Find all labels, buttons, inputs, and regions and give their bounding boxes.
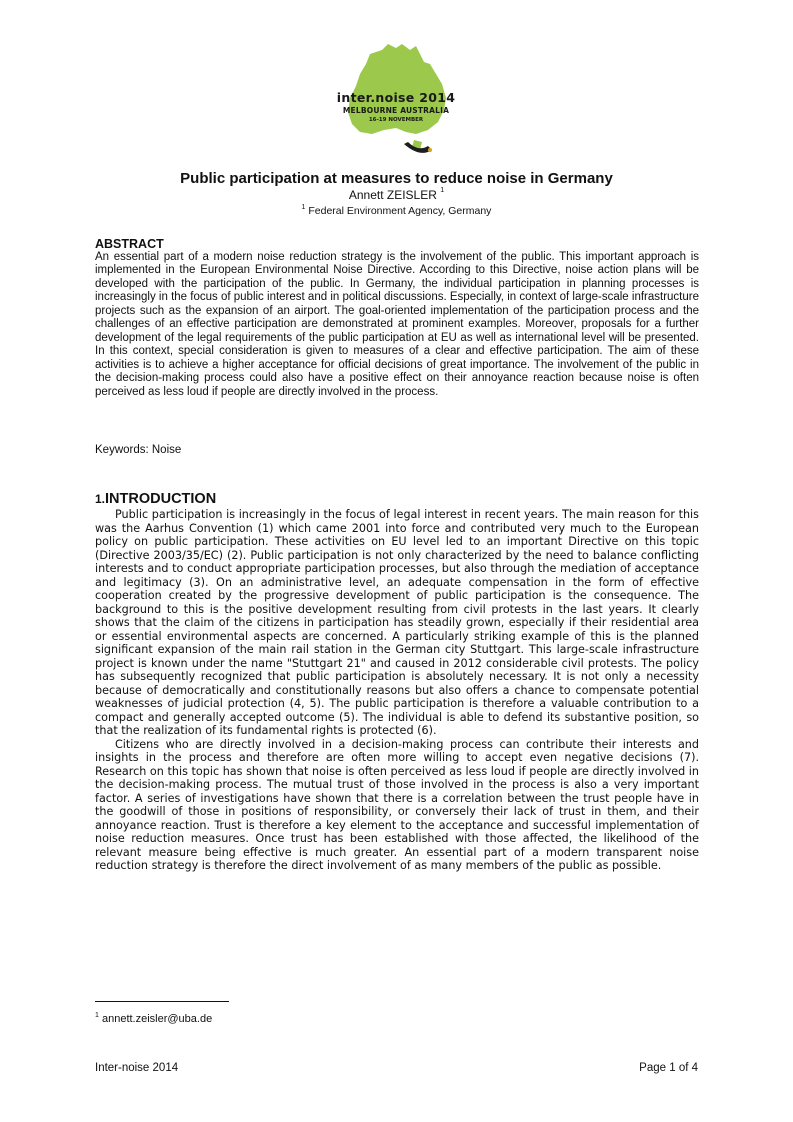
footnote — [95, 1013, 212, 1025]
section-number: 1. — [95, 492, 106, 506]
footnote-email-link[interactable]: annett.zeisler@uba.de — [101, 1013, 213, 1025]
affiliation-line — [0, 205, 793, 217]
introduction-body — [95, 508, 699, 873]
affiliation-text: Federal Environment Agency, Germany — [308, 205, 492, 217]
logo-location: MELBOURNE AUSTRALIA — [342, 106, 450, 115]
conference-logo — [330, 40, 462, 165]
logo-title: inter.noise 2014 — [336, 90, 456, 105]
footer-conference: Inter-noise 2014 — [95, 1062, 179, 1074]
section-heading-introduction — [95, 490, 216, 508]
paragraph: Public participation is increasingly in the focus of legal interest in recent years. The main reason for this was the Aarhus Convention (1) which came 2001 into force and contributed very much to the European policy on public participation. These activities on EU level led to an important Directive on this topic (Directive 2003/35/EC) (2). Public participation is not only characterized by the need to balance conflicting interests and to conduct appropriate participation processes, but also through the mediation of acceptance and legitimacy (3). On an administrative level, an adequate compensation in the form of effective cooperation created by the progressive development of public participation is the consequence. The background to this is the positive development resulting from civil protests in the last years. It clearly shows that the claim of the citizens in participation has steadily grown, especially if their residential area or essential environmental aspects are concerned. A particularly striking example of this is the planned significant expansion of the main rail station in the German city Stuttgart. This large-scale infrastructure project is known under the name "Stuttgart 21" and caused in 2012 considerable civil protests. The policy has subsequently recognized that public participation is absolutely necessary. It is not only a necessity because of democratically and constitutionally reasons but also offers a chance to compensate potential weaknesses of judicial protection (4, 5). The public participation is therefore a valuable contribution to a compact and generally accepted outcome (5). The individual is able to defend its substantive position, so that the realization of its fundamental rights is protected (6). — [95, 508, 699, 737]
paper-title: Public participation at measures to reduce noise in Germany — [180, 170, 613, 187]
abstract-body: An essential part of a modern noise reduction strategy is the involvement of the public. This important approach is implemented in the European Environmental Noise Directive. According to this Directive, noise action plans will be developed with the participation of the public. In Germany, the individual participation in planning processes is increasingly in the focus of public interest and in political discussions. Especially, in context of large-scale infrastructure projects such as the expansion of an airport. The goal-oriented implementation of the participation process and the challenges of an effective participation are demonstrated at prominent examples. Moreover, proposals for a further development of the legal requirements of the public participation at EU as well as international level will be presented. In this context, special consideration is given to measures of a clear and effective participation. The aim of these activities is to achieve a higher acceptance for official decisions of great importance. The involvement of the public in the decision-making process could also have a positive effect on their annoyance reaction because noise is often perceived as less loud if people are directly involved in the process. — [95, 251, 699, 398]
footnote-rule — [95, 1001, 229, 1002]
author-name: Annett ZEISLER — [348, 188, 437, 202]
abstract-heading: ABSTRACT — [95, 237, 164, 251]
author-mark: 1 — [440, 187, 445, 194]
section-title: INTRODUCTION — [105, 491, 217, 507]
paragraph: Citizens who are directly involved in a decision-making process can contribute their interests and insights in the process and therefore are often more willing to accept even negative decisions (7). Research on this topic has shown that noise is often perceived as less loud if people are directly involved in the decision-making process. The mutual trust of those involved in the process is also a very important factor. A series of investigations have shown that there is a correlation between the trust people have in the goodwill of those in positions of responsibility, or conversely their lack of trust in them, and their annoyance reaction. Trust is therefore a key element to the acceptance and successful implementation of noise reduction measures. Once trust has been established with those affected, the likelihood of the relevant measure being effective is much greater. An essential part of a modern transparent noise reduction strategy is therefore the direct involvement of as many members of the public as possible. — [95, 737, 699, 872]
keywords: Keywords: Noise — [95, 444, 182, 456]
author-line — [0, 188, 793, 202]
footer-page-number: Page 1 of 4 — [639, 1062, 698, 1074]
footnote-mark: 1 — [95, 1012, 99, 1019]
logo-dates: 16-19 NOVEMBER — [368, 117, 424, 123]
affiliation-mark: 1 — [301, 204, 306, 211]
